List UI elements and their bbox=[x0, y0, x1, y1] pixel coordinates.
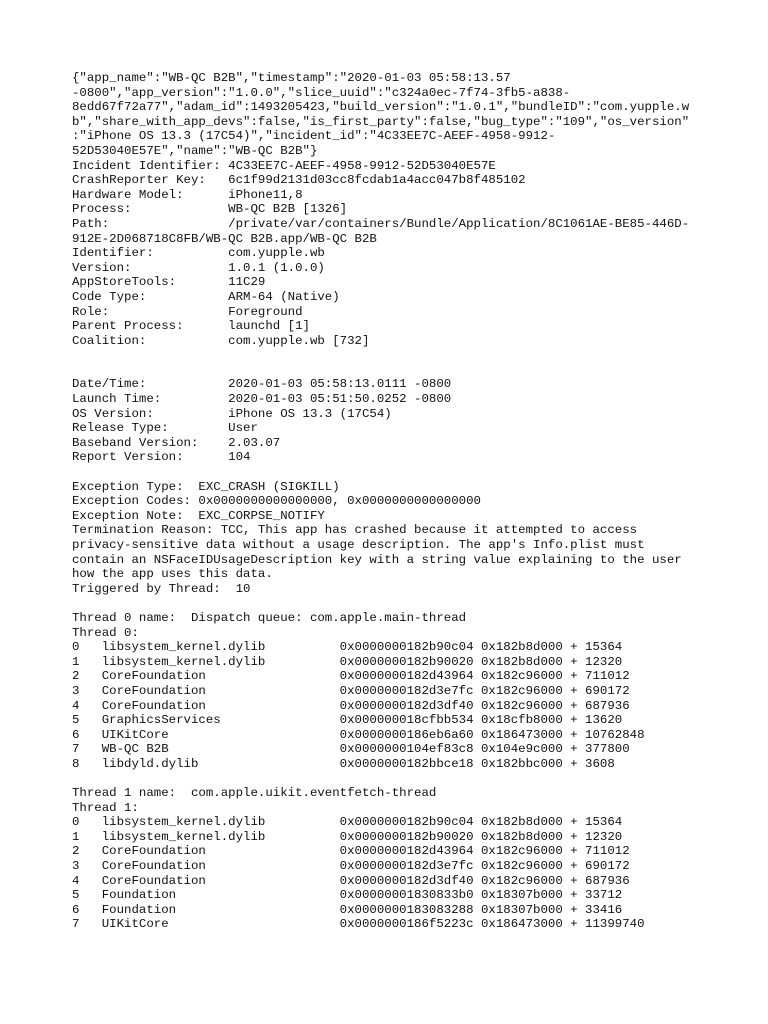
stack-frame: 3 CoreFoundation 0x0000000182d3e7fc 0x182c96000 + 690172 bbox=[72, 683, 630, 698]
crash-log-document bbox=[72, 71, 712, 932]
stack-frame: 2 CoreFoundation 0x0000000182d43964 0x182c96000 + 711012 bbox=[72, 844, 630, 859]
process-info-block bbox=[72, 159, 712, 349]
process-info-line: Hardware Model: iPhone11,8 bbox=[72, 187, 303, 202]
thread-1-line: Thread 1: bbox=[72, 800, 139, 815]
process-info-line: Code Type: ARM-64 (Native) bbox=[72, 289, 340, 304]
process-info-line: Coalition: com.yupple.wb [732] bbox=[72, 333, 370, 348]
header-json-line: -0800","app_version":"1.0.0","slice_uuid":"c324a0ec-7f74-3fb5-a838- bbox=[72, 85, 571, 100]
stack-frame: 0 libsystem_kernel.dylib 0x0000000182b90c04 0x182b8d000 + 15364 bbox=[72, 640, 623, 655]
spacer bbox=[72, 596, 712, 611]
datetime-line: Date/Time: 2020-01-03 05:58:13.0111 -0800 bbox=[72, 377, 452, 392]
process-info-line: Role: Foreground bbox=[72, 304, 303, 319]
stack-frame: 7 UIKitCore 0x0000000186f5223c 0x186473000 + 11399740 bbox=[72, 917, 645, 932]
process-info-line: Parent Process: launchd [1] bbox=[72, 319, 310, 334]
process-info-line: Identifier: com.yupple.wb bbox=[72, 246, 325, 261]
exception-line: Exception Note: EXC_CORPSE_NOTIFY bbox=[72, 508, 325, 523]
exception-line: how the app uses this data. bbox=[72, 567, 273, 582]
datetime-line: Release Type: User bbox=[72, 421, 258, 436]
header-json-line: 52D53040E57E","name":"WB-QC B2B"} bbox=[72, 143, 318, 158]
thread-0-line: Thread 0 name: Dispatch queue: com.apple.main-thread bbox=[72, 610, 467, 625]
exception-line: Termination Reason: TCC, This app has crashed because it attempted to access bbox=[72, 523, 638, 538]
spacer bbox=[72, 772, 712, 787]
stack-frame: 3 CoreFoundation 0x0000000182d3e7fc 0x182c96000 + 690172 bbox=[72, 859, 630, 874]
exception-line: contain an NSFaceIDUsageDescription key with a string value explaining to the user bbox=[72, 552, 682, 567]
spacer bbox=[72, 348, 712, 363]
stack-frame: 7 WB-QC B2B 0x0000000104ef83c8 0x104e9c000 + 377800 bbox=[72, 742, 630, 757]
thread-1-line: Thread 1 name: com.apple.uikit.eventfetch-thread bbox=[72, 786, 437, 801]
process-info-line: Process: WB-QC B2B [1326] bbox=[72, 202, 348, 217]
datetime-line: Report Version: 104 bbox=[72, 450, 251, 465]
process-info-line: CrashReporter Key: 6c1f99d2131d03cc8fcdab1a4acc047b8f485102 bbox=[72, 173, 526, 188]
exception-line: Exception Type: EXC_CRASH (SIGKILL) bbox=[72, 479, 340, 494]
stack-frame: 0 libsystem_kernel.dylib 0x0000000182b90c04 0x182b8d000 + 15364 bbox=[72, 815, 623, 830]
thread-1-block bbox=[72, 786, 712, 932]
datetime-line: OS Version: iPhone OS 13.3 (17C54) bbox=[72, 406, 392, 421]
process-info-line: Version: 1.0.1 (1.0.0) bbox=[72, 260, 325, 275]
stack-frame: 8 libdyld.dylib 0x0000000182bbce18 0x182bbc000 + 3608 bbox=[72, 756, 615, 771]
stack-frame: 2 CoreFoundation 0x0000000182d43964 0x182c96000 + 711012 bbox=[72, 669, 630, 684]
process-info-line: 912E-2D068718C8FB/WB-QC B2B.app/WB-QC B2B bbox=[72, 231, 377, 246]
stack-frame: 5 Foundation 0x00000001830833b0 0x18307b000 + 33712 bbox=[72, 888, 623, 903]
header-json-line: b","share_with_app_devs":false,"is_first_party":false,"bug_type":"109","os_version" bbox=[72, 114, 690, 129]
spacer bbox=[72, 465, 712, 480]
stack-frame: 4 CoreFoundation 0x0000000182d3df40 0x182c96000 + 687936 bbox=[72, 698, 630, 713]
exception-line: privacy-sensitive data without a usage description. The app's Info.plist must bbox=[72, 538, 645, 552]
stack-frame: 1 libsystem_kernel.dylib 0x0000000182b90020 0x182b8d000 + 12320 bbox=[72, 829, 623, 844]
thread-0-block bbox=[72, 611, 712, 772]
exception-line: Exception Codes: 0x0000000000000000, 0x0000000000000000 bbox=[72, 494, 481, 509]
stack-frame: 6 Foundation 0x0000000183083288 0x18307b000 + 33416 bbox=[72, 902, 623, 917]
stack-frame: 4 CoreFoundation 0x0000000182d3df40 0x182c96000 + 687936 bbox=[72, 873, 630, 888]
process-info-line: AppStoreTools: 11C29 bbox=[72, 275, 266, 290]
header-json-line: {"app_name":"WB-QC B2B","timestamp":"2020-01-03 05:58:13.57 bbox=[72, 71, 511, 85]
stack-frame: 6 UIKitCore 0x0000000186eb6a60 0x186473000 + 10762848 bbox=[72, 727, 645, 742]
spacer bbox=[72, 363, 712, 378]
stack-frame: 5 GraphicsServices 0x000000018cfbb534 0x18cfb8000 + 13620 bbox=[72, 713, 623, 728]
exception-line: Triggered by Thread: 10 bbox=[72, 581, 251, 596]
stack-frame: 1 libsystem_kernel.dylib 0x0000000182b90020 0x182b8d000 + 12320 bbox=[72, 654, 623, 669]
datetime-line: Launch Time: 2020-01-03 05:51:50.0252 -0800 bbox=[72, 392, 452, 407]
process-info-line: Incident Identifier: 4C33EE7C-AEEF-4958-9912-52D53040E57E bbox=[72, 158, 496, 173]
process-info-line: Path: /private/var/containers/Bundle/Application/8C1061AE-BE85-446D- bbox=[72, 216, 690, 231]
datetime-block bbox=[72, 377, 712, 465]
exception-block bbox=[72, 480, 712, 597]
thread-0-line: Thread 0: bbox=[72, 625, 139, 640]
header-json-block bbox=[72, 71, 712, 159]
datetime-line: Baseband Version: 2.03.07 bbox=[72, 435, 281, 450]
header-json-line: 8edd67f72a77","adam_id":1493205423,"build_version":"1.0.1","bundleID":"com.yupple.w bbox=[72, 100, 690, 115]
header-json-line: :"iPhone OS 13.3 (17C54)","incident_id":"4C33EE7C-AEEF-4958-9912- bbox=[72, 129, 556, 144]
